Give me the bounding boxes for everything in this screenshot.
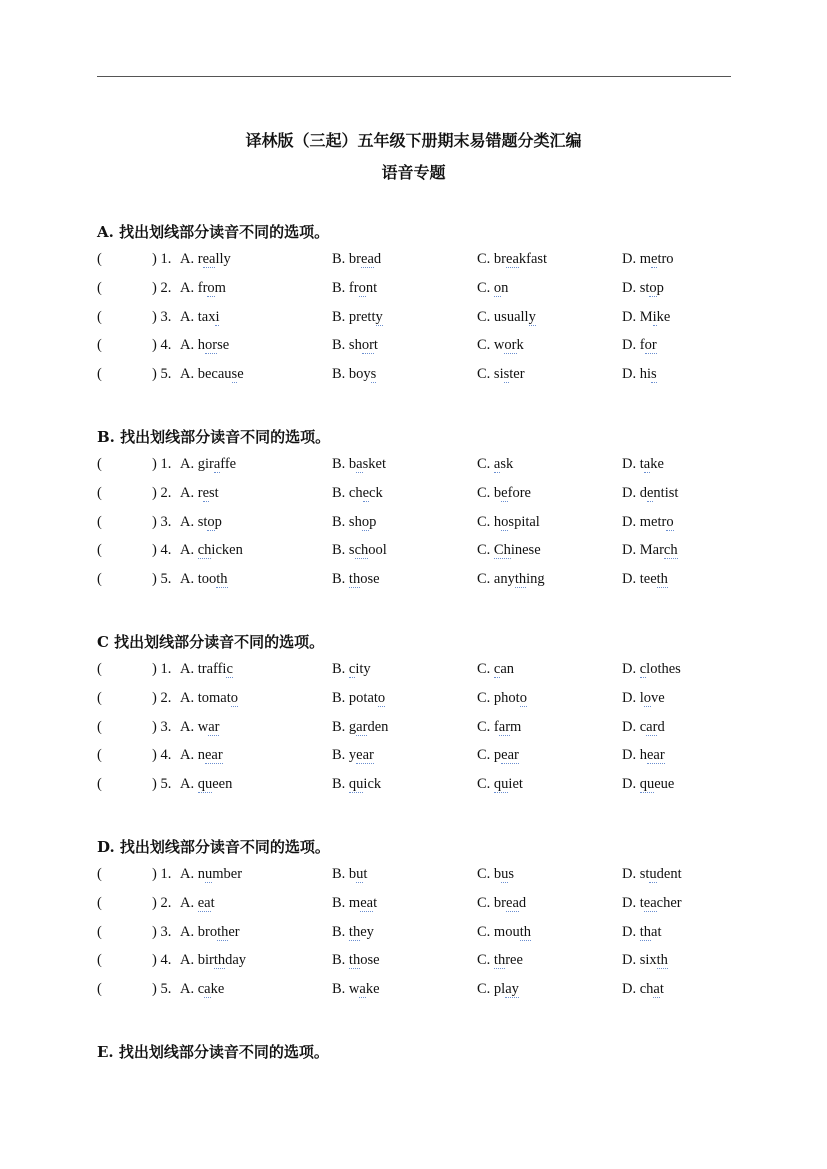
section-heading: D. 找出划线部分读音不同的选项。 [97,838,330,856]
underlined-letters: ea [360,894,374,911]
underlined-letters: Ch [493,542,511,559]
section-heading: C 找出划线部分读音不同的选项。 [97,633,325,651]
option-a: A. traffic [180,661,233,677]
answer-blank-open[interactable]: ( [97,689,102,706]
underlined-letters: th [348,571,361,588]
underlined-letters: s [231,366,238,383]
answer-blank-open[interactable]: ( [97,923,102,940]
answer-blank-open[interactable]: ( [97,513,102,530]
option-d: D. that [622,923,662,940]
option-d: D. March [622,542,678,559]
answer-blank-open[interactable]: ( [97,251,102,267]
option-c: C. usually [477,308,536,325]
underlined-letters: qu [348,776,364,793]
answer-blank-open[interactable]: ( [97,484,102,501]
answer-blank-open[interactable]: ( [97,776,102,793]
question-number: ) 1. [152,661,172,677]
underlined-letters: o [666,513,674,530]
question-number: ) 1. [152,866,172,882]
answer-blank-open[interactable]: ( [97,542,102,559]
answer-blank-open[interactable]: ( [97,456,102,472]
option-c: C. anything [477,571,545,588]
option-d: D. teacher [622,894,682,911]
option-b: B. meat [332,894,378,911]
option-b: B. school [332,542,387,559]
underlined-letters: e [651,251,658,267]
option-a: A. horse [180,337,230,354]
underlined-letters: ear [204,747,223,764]
underlined-letters: a [204,981,211,998]
option-a: A. tooth [180,571,228,588]
option-b: B. potato [332,689,386,706]
option-d: D. stop [622,279,664,296]
option-b: B. front [332,279,378,296]
option-a: A. birthday [180,952,247,969]
underlined-letters: th [656,952,668,969]
option-c: C. breakfast [477,251,548,267]
underlined-letters: u [649,866,657,882]
question-row [97,719,737,748]
option-b: B. pretty [332,308,383,325]
answer-blank-open[interactable]: ( [97,661,102,677]
underlined-letters: th [216,571,228,588]
option-a: A. cake [180,981,225,998]
option-c: C. photo [477,689,527,706]
option-d: D. love [622,689,665,706]
underlined-letters: ea [361,251,374,267]
underlined-letters: o [358,279,366,296]
answer-blank-open[interactable]: ( [97,747,102,764]
underlined-letters: c [493,661,501,677]
underlined-letters: qu [197,776,213,793]
option-a: A. from [180,279,226,296]
question-row [97,542,737,571]
option-b: B. bread [332,251,382,267]
option-b: B. boys [332,366,377,383]
underlined-letters: o [361,513,370,530]
underlined-letters: e [501,484,508,501]
option-b: B. year [332,747,374,764]
option-a: A. taxi [180,308,220,325]
underlined-letters: ar [646,718,658,735]
question-row [97,309,737,338]
underlined-letters: ar [498,718,511,735]
option-a: A. brother [180,923,240,940]
option-c: C. quiet [477,776,523,793]
question-number: ) 2. [152,689,172,706]
underlined-letters: ear [356,747,374,764]
option-c: C. pear [477,747,519,764]
question-row [97,366,737,395]
answer-blank-open[interactable]: ( [97,337,102,354]
option-d: D. his [622,366,657,383]
underlined-letters: a [213,456,221,472]
underlined-letters: o [377,689,386,706]
underlined-letters: a [356,456,363,472]
option-a: A. queen [180,776,233,793]
answer-blank-open[interactable]: ( [97,366,102,383]
underlined-letters: ar [208,718,220,735]
underlined-letters: a [643,456,651,472]
option-c: C. mouth [477,923,531,940]
underlined-letters: ay [505,981,519,998]
question-row [97,776,737,805]
question-number: ) 2. [152,279,172,296]
question-number: ) 3. [152,718,172,735]
option-c: C. bread [477,894,527,911]
option-b: B. they [332,923,374,940]
answer-blank-open[interactable]: ( [97,952,102,969]
underlined-letters: o [643,689,652,706]
question-row [97,866,737,895]
underlined-letters: ea [506,251,519,267]
option-b: B. city [332,661,371,677]
underlined-letters: ea [197,894,211,911]
option-b: B. short [332,337,378,354]
underlined-letters: o [207,513,215,530]
option-a: A. rest [180,484,219,501]
option-c: C. play [477,981,519,998]
option-a: A. war [180,718,220,735]
underlined-letters: th [348,923,361,940]
underlined-letters: ch [354,542,369,559]
underlined-letters: a [493,456,501,472]
section-heading: A. 找出划线部分读音不同的选项。 [97,223,330,241]
section-heading: B. 找出划线部分读音不同的选项。 [97,428,331,446]
document-subtitle: 语音专题 [381,163,446,182]
underlined-letters: c [639,661,647,677]
option-d: D. metro [622,251,674,267]
option-b: B. garden [332,718,389,735]
underlined-letters: u [501,866,509,882]
underlined-letters: s [503,366,510,383]
underlined-letters: th [519,923,531,940]
underlined-letters: o [493,279,502,296]
question-row [97,981,737,1010]
underlined-letters: ear [646,747,665,764]
answer-blank-open[interactable]: ( [97,718,102,735]
option-d: D. metro [622,513,674,530]
option-d: D. card [622,718,665,735]
section-b [97,427,737,600]
question-row [97,251,737,280]
option-c: C. before [477,484,531,501]
section-e [97,1042,737,1071]
answer-blank-open[interactable]: ( [97,981,102,998]
underlined-letters: o [519,689,527,706]
question-row [97,485,737,514]
section-heading: E. 找出划线部分读音不同的选项。 [97,1043,329,1061]
question-row [97,690,737,719]
option-c: C. Chinese [477,542,541,559]
question-number: ) 4. [152,542,172,559]
answer-blank-open[interactable]: ( [97,308,102,325]
underlined-letters: o [649,279,657,296]
question-number: ) 3. [152,923,172,940]
underlined-letters: th [514,571,527,588]
question-number: ) 1. [152,251,172,267]
question-row [97,337,737,366]
question-row [97,571,737,600]
question-row [97,924,737,953]
question-number: ) 4. [152,952,172,969]
underlined-letters: ea [202,251,216,267]
option-a: A. near [180,747,223,764]
option-d: D. dentist [622,484,679,501]
option-d: D. chat [622,981,664,998]
underlined-letters: ea [506,894,519,911]
option-a: A. giraffe [180,456,237,472]
underlined-letters: th [217,923,229,940]
option-d: D. sixth [622,952,668,969]
option-d: D. hear [622,747,665,764]
option-c: C. work [477,337,524,354]
option-b: B. those [332,952,380,969]
underlined-letters: s [651,366,657,383]
question-number: ) 5. [152,776,172,793]
answer-blank-open[interactable]: ( [97,866,102,882]
document-title: 译林版（三起）五年级下册期末易错题分类汇编 [245,131,582,150]
answer-blank-open[interactable]: ( [97,894,102,911]
underlined-letters: ch [663,542,678,559]
underlined-letters: a [359,981,366,998]
underlined-letters: th [493,952,506,969]
underlined-letters: or [204,337,218,354]
underlined-letters: c [348,661,356,677]
question-number: ) 3. [152,308,172,325]
option-d: D. Mike [622,308,671,325]
option-a: A. stop [180,513,222,530]
underlined-letters: i [215,308,220,325]
option-a: A. number [180,866,243,882]
option-c: C. sister [477,366,525,383]
option-d: D. teeth [622,571,668,588]
question-row [97,952,737,981]
underlined-letters: qu [493,776,509,793]
underlined-letters: o [501,513,509,530]
option-b: B. those [332,571,380,588]
option-b: B. wake [332,981,380,998]
option-c: C. three [477,952,523,969]
underlined-letters: ar [356,718,368,735]
option-a: A. really [180,251,231,267]
underlined-letters: qu [639,776,655,793]
question-number: ) 4. [152,747,172,764]
question-number: ) 1. [152,456,172,472]
question-row [97,280,737,309]
option-c: C. bus [477,866,515,882]
option-b: B. basket [332,456,386,472]
underlined-letters: u [204,866,213,882]
option-b: B. shop [332,513,377,530]
underlined-letters: a [653,981,660,998]
section-a [97,222,737,395]
option-a: A. eat [180,894,215,911]
header-rule [97,76,731,77]
option-c: C. hospital [477,513,540,530]
question-number: ) 5. [152,981,172,998]
question-row [97,747,737,776]
option-d: D. queue [622,776,675,793]
underlined-letters: s [370,366,377,383]
question-number: ) 5. [152,366,172,383]
underlined-letters: th [348,952,361,969]
underlined-letters: or [361,337,374,354]
underlined-letters: o [207,279,215,296]
question-number: ) 2. [152,484,172,501]
question-number: ) 2. [152,894,172,911]
option-d: D. for [622,337,657,354]
underlined-letters: u [356,866,364,882]
question-row [97,456,737,485]
option-b: B. quick [332,776,382,793]
underlined-letters: ea [643,894,657,911]
option-a: A. chicken [180,542,243,559]
underlined-letters: o [230,689,239,706]
underlined-letters: e [646,484,654,501]
underlined-letters: th [213,952,226,969]
underlined-letters: ch [197,542,212,559]
question-row [97,895,737,924]
underlined-letters: e [362,484,370,501]
underlined-letters: or [644,337,657,354]
underlined-letters: th [639,923,652,940]
option-d: D. take [622,456,664,472]
answer-blank-open[interactable]: ( [97,571,102,588]
answer-blank-open[interactable]: ( [97,279,102,296]
question-row [97,661,737,690]
question-number: ) 4. [152,337,172,354]
question-number: ) 3. [152,513,172,530]
option-a: A. because [180,366,244,383]
option-b: B. but [332,866,368,882]
underlined-letters: y [375,308,383,325]
option-b: B. check [332,484,383,501]
option-c: C. on [477,279,509,296]
underlined-letters: c [226,661,233,677]
option-d: D. student [622,866,682,882]
option-a: A. tomato [180,689,239,706]
underlined-letters: ear [501,747,519,764]
question-row [97,514,737,543]
underlined-letters: i [652,308,657,325]
underlined-letters: e [202,484,210,501]
underlined-letters: th [656,571,668,588]
underlined-letters: or [504,337,517,354]
option-c: C. can [477,661,515,677]
option-d: D. clothes [622,661,681,677]
option-c: C. ask [477,456,514,472]
underlined-letters: y [528,308,536,325]
section-d [97,837,737,1010]
question-number: ) 5. [152,571,172,588]
option-c: C. farm [477,718,522,735]
section-c [97,632,737,805]
